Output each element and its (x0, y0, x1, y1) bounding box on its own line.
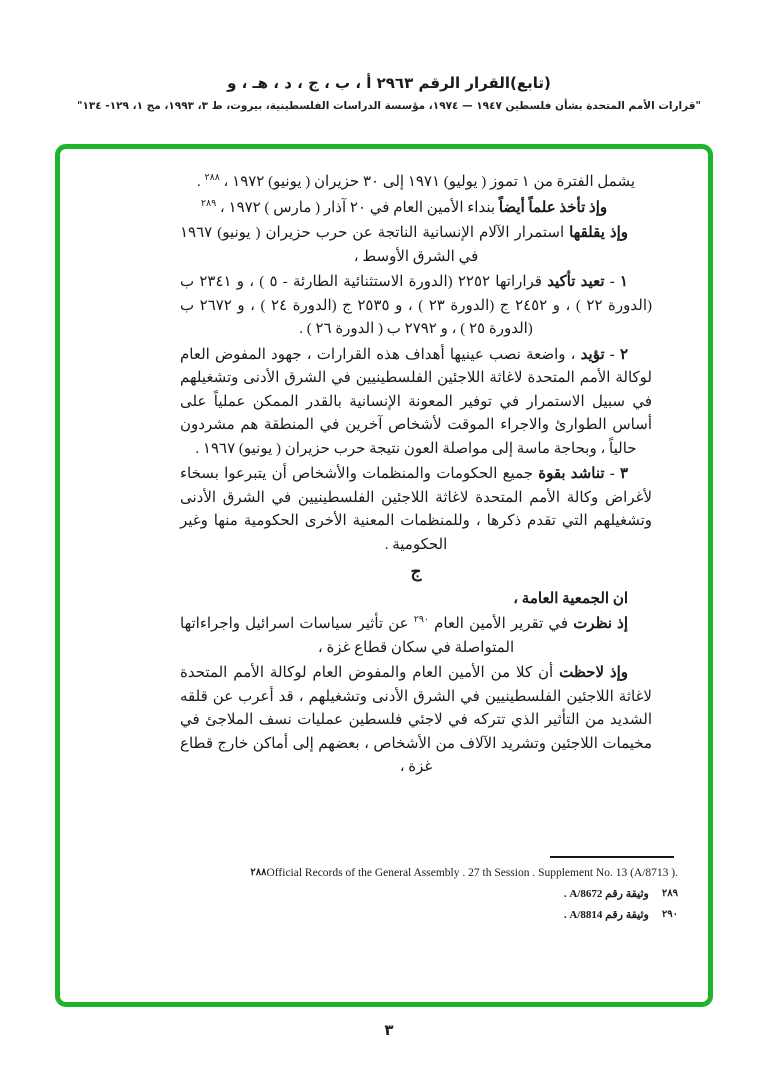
green-content-frame (55, 144, 713, 1007)
paragraph-text: ، واضعة نصب عينيها أهداف هذه القرارات ، جهود المفوض العام لوكالة الأمم المتحدة لاغاثة اللاجئين الفلسطينيين في الشرق الأدنى وتشغيلهم في سبيل الاستمرار في توفير المعونة الإنسانية بالقدر الممكن عملياً على أساس الطوارئ والاجراء الموقت لأشخاص آخرين في المنطقة هم مشردون حالياً ، وبحاجة ماسة إلى مواصلة العون نتيجة حرب حزيران ( يونيو) ١٩٦٧ . (180, 346, 652, 457)
paragraph-lead: تناشد بقوة (538, 466, 605, 482)
footnote (248, 884, 678, 905)
paragraph-lead: إذ نظرت (573, 616, 629, 632)
footnote-text: وثيقة رقم A/8814 . (563, 909, 649, 921)
paragraph-tail: . (196, 174, 205, 190)
item-number: ٢ - (604, 346, 628, 363)
footnote-number: ٢٩٠ (661, 909, 678, 920)
paragraph-lead: تعيد تأكيد (547, 274, 605, 290)
paragraph-lead: وإذ لاحظت (559, 665, 629, 681)
footnote-number: ٢٨٨ (250, 867, 267, 878)
footnote-text: Official Records of the General Assembly . 27 th Session . Supplement No. 13 (A/8713 ). (266, 867, 678, 879)
paragraph-text: أن كلا من الأمين العام والمفوض العام لوكالة الأمم المتحدة لاغاثة اللاجئين الفلسطينيين في الشرق الأدنى وتشغيلهم ، قد أعرب عن قلقه الشديد من التأثير الذي تتركه في لاجئي فلسطين عمليات نسف الملاجئ في مخيمات اللاجئين وتشريد الآلاف من الأشخاص ، بعضهم إلى أماكن خارج قطاع غزة ، (180, 665, 652, 775)
paragraph-text: جميع الحكومات والمنظمات والأشخاص أن يتبرعوا بسخاء لأغراض وكالة الأمم المتحدة لاغاثة اللاجئين الفلسطينيين في الشرق الأدنى وتشغيلهم التي تقدم ذكرها ، وللمنظمات المعنية الأخرى الحكومية منها وغير الحكومية . (180, 466, 652, 553)
footnote-ref: ٢٨٨ (204, 173, 220, 183)
paragraph-tail: عن تأثير سياسات اسرائيل واجراءاتها المتواصلة في سكان قطاع غزة ، (180, 616, 515, 656)
section-heading: ج (410, 562, 422, 581)
page-header (55, 74, 723, 112)
paragraph-text: قراراتها ٢٢٥٢ (الدورة الاستثنائية الطارئة - ٥ ) ، و ٢٣٤١ ب (الدورة ٢٢ ) ، و ٢٤٥٢ ج (الدورة ٢٣ ) ، و ٢٥٣٥ ج (الدورة ٢٤ ) ، و ٢٦٧٢ ب (الدورة ٢٥ ) ، و ٢٧٩٢ ب ( الدورة ٢٦ ) . (180, 274, 652, 337)
item-number: ١ - (604, 274, 628, 290)
paragraph-preamble (180, 613, 652, 660)
paragraph-assembly (180, 588, 652, 612)
footnote (248, 863, 678, 884)
paragraph-lead: تؤيد (580, 346, 605, 363)
footnote-text: وثيقة رقم A/8672 . (563, 888, 649, 900)
paragraph-text: يشمل الفترة من ١ تموز ( يوليو) ١٩٧١ إلى ٣٠ حزيران ( يونيو) ١٩٧٢ ، (219, 174, 635, 190)
paragraph-lead: وإذ تأخذ علماً أيضاً (498, 199, 608, 216)
paragraph-lead: ان الجمعية العامة ، (513, 590, 628, 607)
paragraph-operative-2 (180, 344, 652, 462)
footnote-number: ٢٨٩ (661, 888, 678, 899)
footnote-ref: ٢٨٩ (200, 198, 217, 209)
paragraph-text: في تقرير الأمين العام (429, 616, 574, 632)
page-number: ٣ (384, 1021, 394, 1039)
footnote-separator (550, 856, 674, 858)
footnote-ref: ٢٩٠ (413, 615, 430, 625)
paragraph-operative-1 (180, 271, 652, 342)
document-source-citation: "قرارات الأمم المتحدة بشأن فلسطين ١٩٤٧ — ١٩٧٤، مؤسسة الدراسات الفلسطينية، بيروت، ط ٣، ١٩٩٣، مج ١، ١٢٩- ١٣٤" (76, 100, 702, 112)
paragraph-text: بنداء الأمين العام في ٢٠ آذار ( مارس ) ١٩٧٢ ، (216, 199, 499, 216)
paragraph-preamble (180, 222, 652, 269)
item-number: ٣ - (604, 466, 628, 482)
paragraph-operative-3 (180, 463, 652, 557)
footnote (248, 905, 678, 926)
resolution-text (180, 171, 652, 780)
document-title: (تابع)القرار الرقم ٢٩٦٣ أ ، ب ، ج ، د ، هـ ، و (227, 74, 551, 92)
paragraph-preamble (180, 197, 652, 221)
paragraph-text: استمرار الآلام الإنسانية الناتجة عن حرب حزيران ( يونيو) ١٩٦٧ في الشرق الأوسط ، (180, 225, 570, 265)
footnotes-block (248, 856, 678, 926)
paragraph-lead: وإذ يقلقها (569, 225, 628, 241)
paragraph-preamble (180, 662, 652, 780)
paragraph-continuation (180, 171, 652, 195)
